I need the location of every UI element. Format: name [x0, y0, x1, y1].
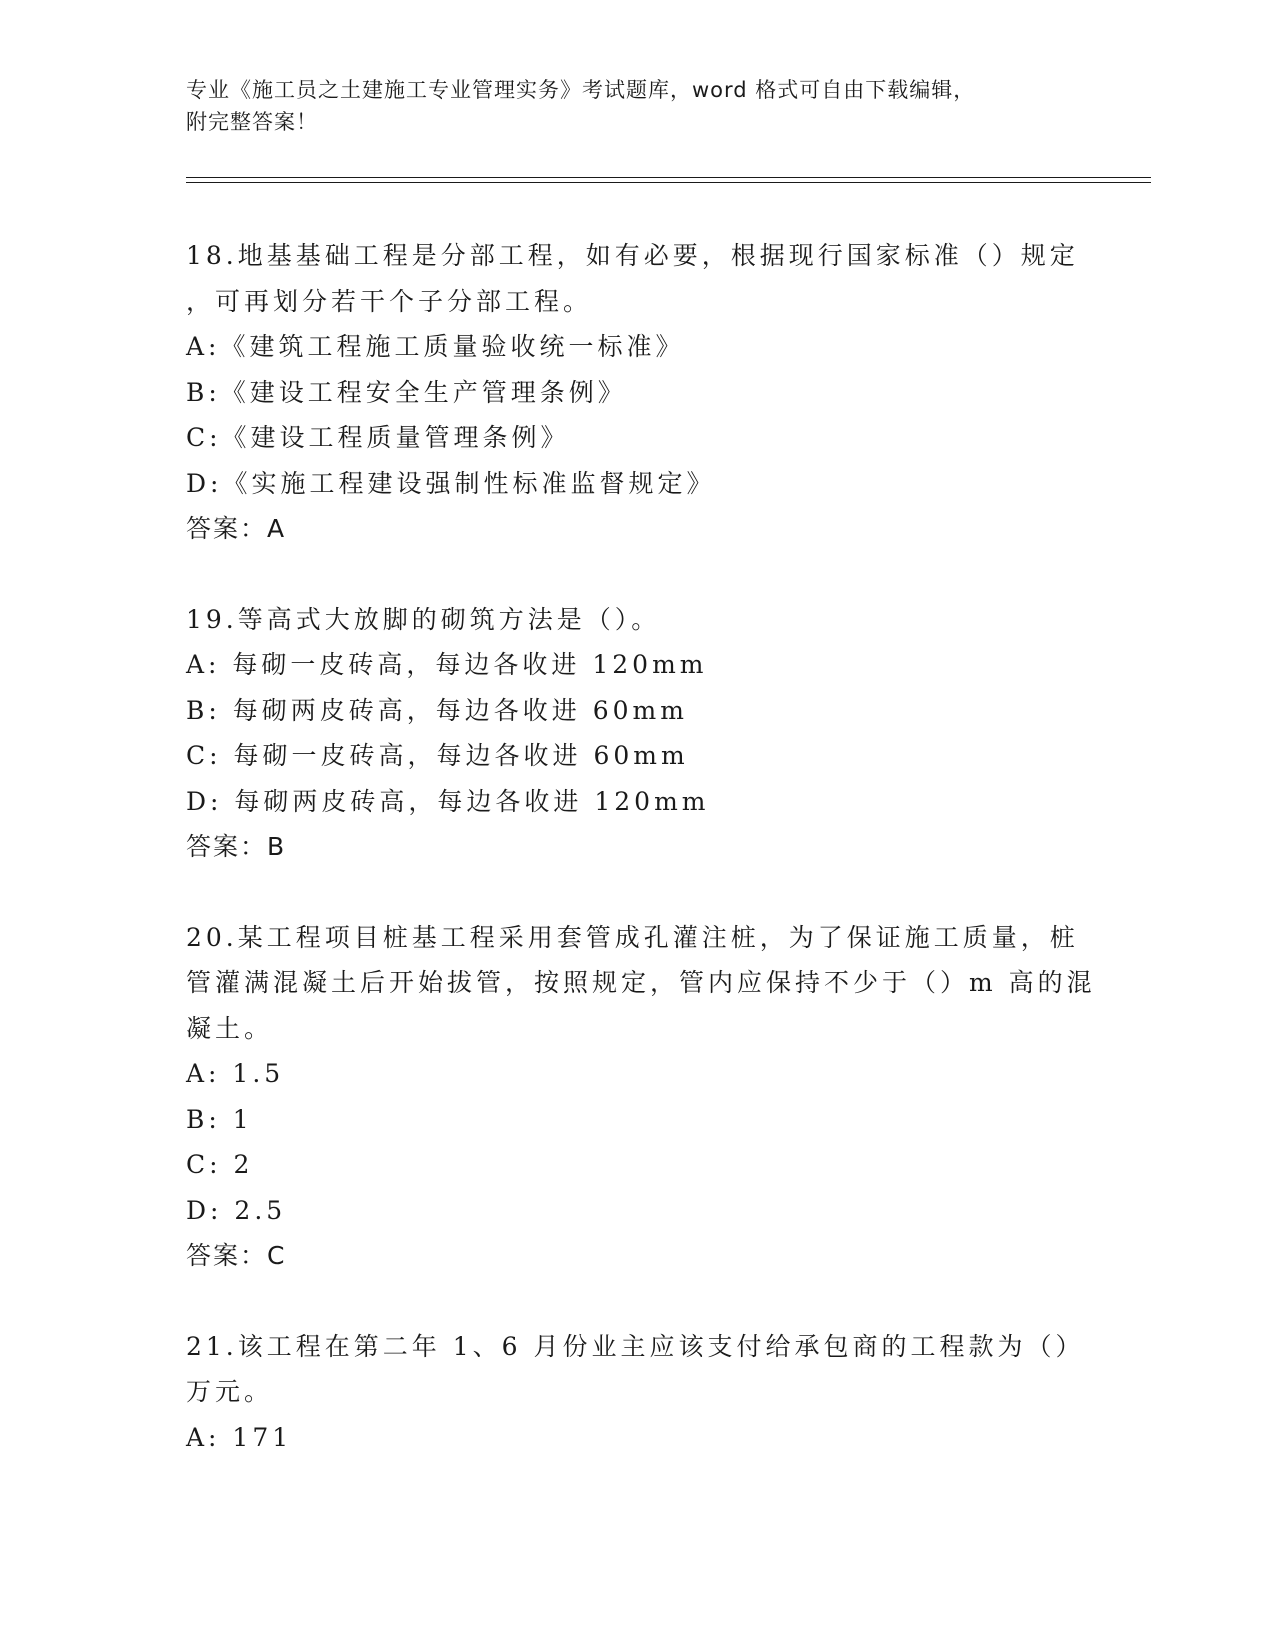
document-header	[186, 74, 1086, 138]
option-a: A: 每砌一皮砖高，每边各收进 120mm	[186, 650, 708, 679]
question-text-line: 万元。	[186, 1377, 274, 1406]
option-d: D: 每砌两皮砖高，每边各收进 120mm	[186, 786, 710, 816]
question-21	[186, 1324, 1086, 1461]
question-text-line: 21.该工程在第二年 1、6 月份业主应该支付给承包商的工程款为（）	[186, 1331, 1085, 1361]
option-d: D:《实施工程建设强制性标准监督规定》	[186, 468, 716, 498]
question-text-line: ，可再划分若干个子分部工程。	[186, 286, 593, 316]
option-b: B: 1	[186, 1104, 253, 1134]
option-c: C: 每砌一皮砖高，每边各收进 60mm	[186, 741, 689, 770]
header-line-1: 专业《施工员之土建施工专业管理实务》考试题库，word 格式可自由下载编辑，	[186, 78, 976, 102]
option-a: A: 171	[186, 1422, 293, 1452]
question-text-line: 管灌满混凝土后开始拔管，按照规定，管内应保持不少于（）m 高的混	[186, 968, 1096, 997]
question-text-line: 19.等高式大放脚的砌筑方法是（）。	[186, 604, 661, 634]
question-text-line: 20.某工程项目桩基工程采用套管成孔灌注桩，为了保证施工质量，桩	[186, 922, 1079, 952]
answer-label: 答案：B	[186, 832, 287, 861]
header-divider-top	[186, 177, 1151, 178]
question-text-line: 凝土。	[186, 1013, 274, 1043]
header-line-2: 附完整答案！	[186, 110, 318, 134]
option-a: A: 1.5	[186, 1059, 285, 1088]
question-18	[186, 233, 1086, 552]
option-a: A:《建筑工程施工质量验收统一标准》	[186, 332, 685, 361]
answer-label: 答案：A	[186, 514, 287, 543]
question-text-line: 18.地基基础工程是分部工程，如有必要，根据现行国家标准（）规定	[186, 241, 1079, 270]
question-list	[186, 233, 1096, 1505]
answer-label: 答案：C	[186, 1241, 287, 1270]
option-c: C:《建设工程质量管理条例》	[186, 423, 570, 452]
option-b: B: 每砌两皮砖高，每边各收进 60mm	[186, 695, 688, 725]
option-d: D: 2.5	[186, 1195, 287, 1225]
question-20	[186, 915, 1096, 1279]
option-c: C: 2	[186, 1150, 254, 1179]
question-19	[186, 597, 1086, 870]
header-divider-bottom	[186, 182, 1151, 183]
option-b: B:《建设工程安全生产管理条例》	[186, 377, 627, 407]
